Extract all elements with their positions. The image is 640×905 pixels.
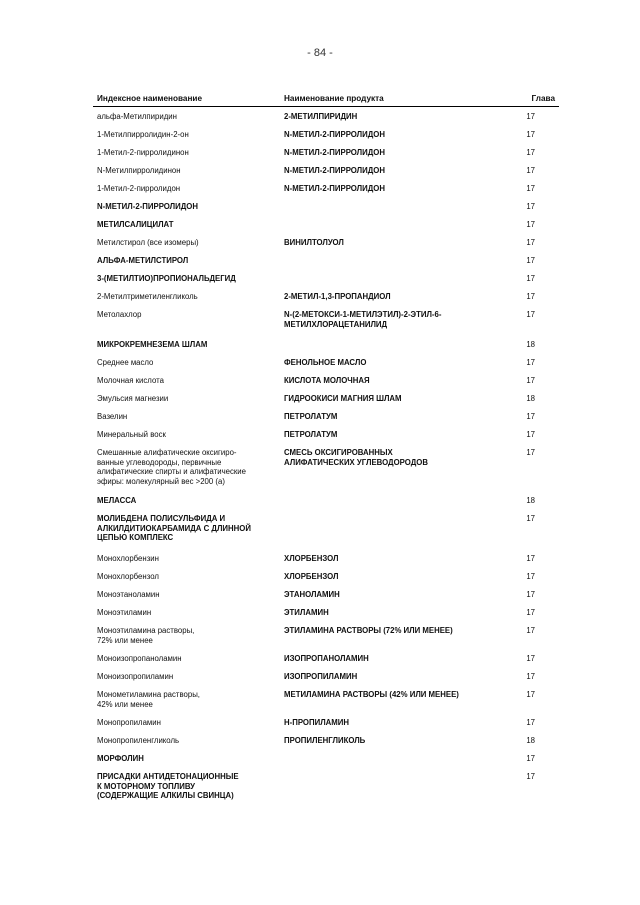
table-row	[93, 184, 559, 202]
chapter-cell: 17	[526, 274, 535, 283]
chapter-cell: 17	[526, 358, 535, 367]
table-row	[93, 112, 559, 130]
table-row	[93, 256, 559, 274]
index-name-cell: Среднее масло	[97, 358, 154, 367]
product-name-cell: ИЗОПРОПАНОЛАМИН	[284, 654, 369, 663]
chapter-cell: 17	[526, 672, 535, 681]
chapter-cell: 18	[526, 340, 535, 349]
index-name-cell: альфа-Метилпиридин	[97, 112, 177, 121]
product-name-cell: 2-МЕТИЛ-1,3-ПРОПАНДИОЛ	[284, 292, 391, 301]
table-body	[93, 112, 559, 801]
table-row	[93, 554, 559, 572]
header-index-name: Индексное наименование	[97, 94, 202, 103]
index-name-cell: Вазелин	[97, 412, 128, 421]
product-name-cell: ПРОПИЛЕНГЛИКОЛЬ	[284, 736, 366, 745]
chapter-cell: 17	[526, 292, 535, 301]
product-name-cell: Н-ПРОПИЛАМИН	[284, 718, 350, 727]
product-name-cell: ЭТИЛАМИН	[284, 608, 329, 617]
index-name-cell: Моноэтаноламин	[97, 590, 160, 599]
index-name-cell: Моноизопропаноламин	[97, 654, 182, 663]
product-name-cell: СМЕСЬ ОКСИГИРОВАННЫХ АЛИФАТИЧЕСКИХ УГЛЕВОДОРОДОВ	[284, 448, 428, 467]
table-row	[93, 238, 559, 256]
chapter-cell: 17	[526, 626, 535, 635]
chapter-cell: 17	[526, 130, 535, 139]
table-row	[93, 430, 559, 448]
chapter-cell: 17	[526, 654, 535, 663]
index-name-cell: Моноэтиламина растворы, 72% или менее	[97, 626, 195, 645]
table-row	[93, 514, 559, 554]
index-name-cell: 3-(МЕТИЛТИО)ПРОПИОНАЛЬДЕГИД	[97, 274, 236, 283]
product-name-cell: ХЛОРБЕНЗОЛ	[284, 554, 339, 563]
chapter-cell: 17	[526, 256, 535, 265]
table-row	[93, 130, 559, 148]
chapter-cell: 18	[526, 496, 535, 505]
table-row	[93, 590, 559, 608]
table-row	[93, 292, 559, 310]
product-name-cell: ФЕНОЛЬНОЕ МАСЛО	[284, 358, 367, 367]
table-row	[93, 654, 559, 672]
table-row	[93, 274, 559, 292]
table-row	[93, 754, 559, 772]
table-row	[93, 448, 559, 496]
page-number: - 84 -	[307, 47, 333, 59]
index-name-cell: ПРИСАДКИ АНТИДЕТОНАЦИОННЫЕ К МОТОРНОМУ ТОПЛИВУ (СОДЕРЖАЩИЕ АЛКИЛЫ СВИНЦА)	[97, 772, 239, 801]
index-name-cell: N-МЕТИЛ-2-ПИРРОЛИДОН	[97, 202, 198, 211]
product-name-cell: КИСЛОТА МОЛОЧНАЯ	[284, 376, 370, 385]
table-row	[93, 412, 559, 430]
index-name-cell: Минеральный воск	[97, 430, 166, 439]
chapter-cell: 17	[526, 554, 535, 563]
index-name-cell: МИКРОКРЕМНЕЗЕМА ШЛАМ	[97, 340, 208, 349]
table-row	[93, 340, 559, 358]
index-name-cell: N-Метилпирролидинон	[97, 166, 181, 175]
table-row	[93, 718, 559, 736]
chapter-cell: 17	[526, 572, 535, 581]
table-row	[93, 166, 559, 184]
chapter-cell: 17	[526, 754, 535, 763]
chapter-cell: 17	[526, 238, 535, 247]
chapter-cell: 18	[526, 736, 535, 745]
table-row	[93, 148, 559, 166]
index-name-cell: МЕТИЛСАЛИЦИЛАТ	[97, 220, 174, 229]
index-name-cell: 1-Метилпирролидин-2-он	[97, 130, 189, 139]
table-header	[93, 92, 559, 107]
product-name-cell: N-(2-МЕТОКСИ-1-МЕТИЛЭТИЛ)-2-ЭТИЛ-6- МЕТИЛХЛОРАЦЕТАНИЛИД	[284, 310, 442, 329]
index-name-cell: АЛЬФА-МЕТИЛСТИРОЛ	[97, 256, 189, 265]
chapter-cell: 18	[526, 394, 535, 403]
chapter-cell: 17	[526, 184, 535, 193]
chapter-cell: 17	[526, 412, 535, 421]
chapter-cell: 17	[526, 718, 535, 727]
table-row	[93, 376, 559, 394]
product-name-cell: N-МЕТИЛ-2-ПИРРОЛИДОН	[284, 148, 385, 157]
table-row	[93, 772, 559, 801]
table-row	[93, 496, 559, 514]
index-name-cell: Молочная кислота	[97, 376, 164, 385]
table-row	[93, 608, 559, 626]
index-name-cell: МЕЛАССА	[97, 496, 137, 505]
table-row	[93, 202, 559, 220]
index-name-cell: Смешанные алифатические оксигиро- ванные углеводороды, первичные алифатические спирты и алифатические эфиры: молекулярный вес >200 (а)	[97, 448, 246, 486]
chapter-cell: 17	[526, 148, 535, 157]
header-product-name: Наименование продукта	[284, 94, 384, 103]
table-row	[93, 310, 559, 340]
product-name-cell: ПЕТРОЛАТУМ	[284, 412, 338, 421]
table-row	[93, 572, 559, 590]
index-name-cell: Метилстирол (все изомеры)	[97, 238, 199, 247]
chapter-cell: 17	[526, 202, 535, 211]
header-chapter: Глава	[531, 94, 555, 103]
index-name-cell: Метолахлор	[97, 310, 142, 319]
index-name-cell: Моноэтиламин	[97, 608, 152, 617]
chapter-cell: 17	[526, 772, 535, 781]
chapter-cell: 17	[526, 430, 535, 439]
index-name-cell: 1-Метил-2-пирролидинон	[97, 148, 189, 157]
product-name-cell: ИЗОПРОПИЛАМИН	[284, 672, 358, 681]
chapter-cell: 17	[526, 220, 535, 229]
table-row	[93, 358, 559, 376]
product-name-cell: N-МЕТИЛ-2-ПИРРОЛИДОН	[284, 184, 385, 193]
index-name-cell: Моноизопропиламин	[97, 672, 174, 681]
table-row	[93, 394, 559, 412]
product-name-cell: ХЛОРБЕНЗОЛ	[284, 572, 339, 581]
index-name-cell: Монометиламина растворы, 42% или менее	[97, 690, 200, 709]
index-name-cell: Монопропиленгликоль	[97, 736, 180, 745]
index-name-cell: МОРФОЛИН	[97, 754, 144, 763]
product-name-cell: МЕТИЛАМИНА РАСТВОРЫ (42% ИЛИ МЕНЕЕ)	[284, 690, 459, 699]
index-name-cell: 1-Метил-2-пирролидон	[97, 184, 181, 193]
product-name-cell: N-МЕТИЛ-2-ПИРРОЛИДОН	[284, 130, 385, 139]
product-name-cell: ВИНИЛТОЛУОЛ	[284, 238, 344, 247]
product-name-cell: N-МЕТИЛ-2-ПИРРОЛИДОН	[284, 166, 385, 175]
chapter-cell: 17	[526, 448, 535, 457]
chapter-cell: 17	[526, 376, 535, 385]
chapter-cell: 17	[526, 112, 535, 121]
chapter-cell: 17	[526, 590, 535, 599]
index-name-cell: Монопропиламин	[97, 718, 161, 727]
index-name-cell: Монохлорбензол	[97, 572, 159, 581]
index-name-cell: Эмульсия магнезии	[97, 394, 169, 403]
product-name-cell: ЭТИЛАМИНА РАСТВОРЫ (72% ИЛИ МЕНЕЕ)	[284, 626, 453, 635]
index-name-cell: МОЛИБДЕНА ПОЛИСУЛЬФИДА И АЛКИЛДИТИОКАРБАМИДА С ДЛИННОЙ ЦЕПЬЮ КОМПЛЕКС	[97, 514, 251, 543]
chapter-cell: 17	[526, 310, 535, 319]
chapter-cell: 17	[526, 608, 535, 617]
table-row	[93, 220, 559, 238]
product-name-cell: 2-МЕТИЛПИРИДИН	[284, 112, 358, 121]
product-name-cell: ПЕТРОЛАТУМ	[284, 430, 338, 439]
product-name-cell: ЭТАНОЛАМИН	[284, 590, 340, 599]
chapter-cell: 17	[526, 514, 535, 523]
chapter-cell: 17	[526, 690, 535, 699]
table-row	[93, 672, 559, 690]
table-row	[93, 626, 559, 654]
table-row	[93, 736, 559, 754]
chapter-cell: 17	[526, 166, 535, 175]
index-name-cell: Монохлорбензин	[97, 554, 159, 563]
product-name-cell: ГИДРООКИСИ МАГНИЯ ШЛАМ	[284, 394, 402, 403]
table-row	[93, 690, 559, 718]
index-name-cell: 2-Метилтриметиленгликоль	[97, 292, 198, 301]
